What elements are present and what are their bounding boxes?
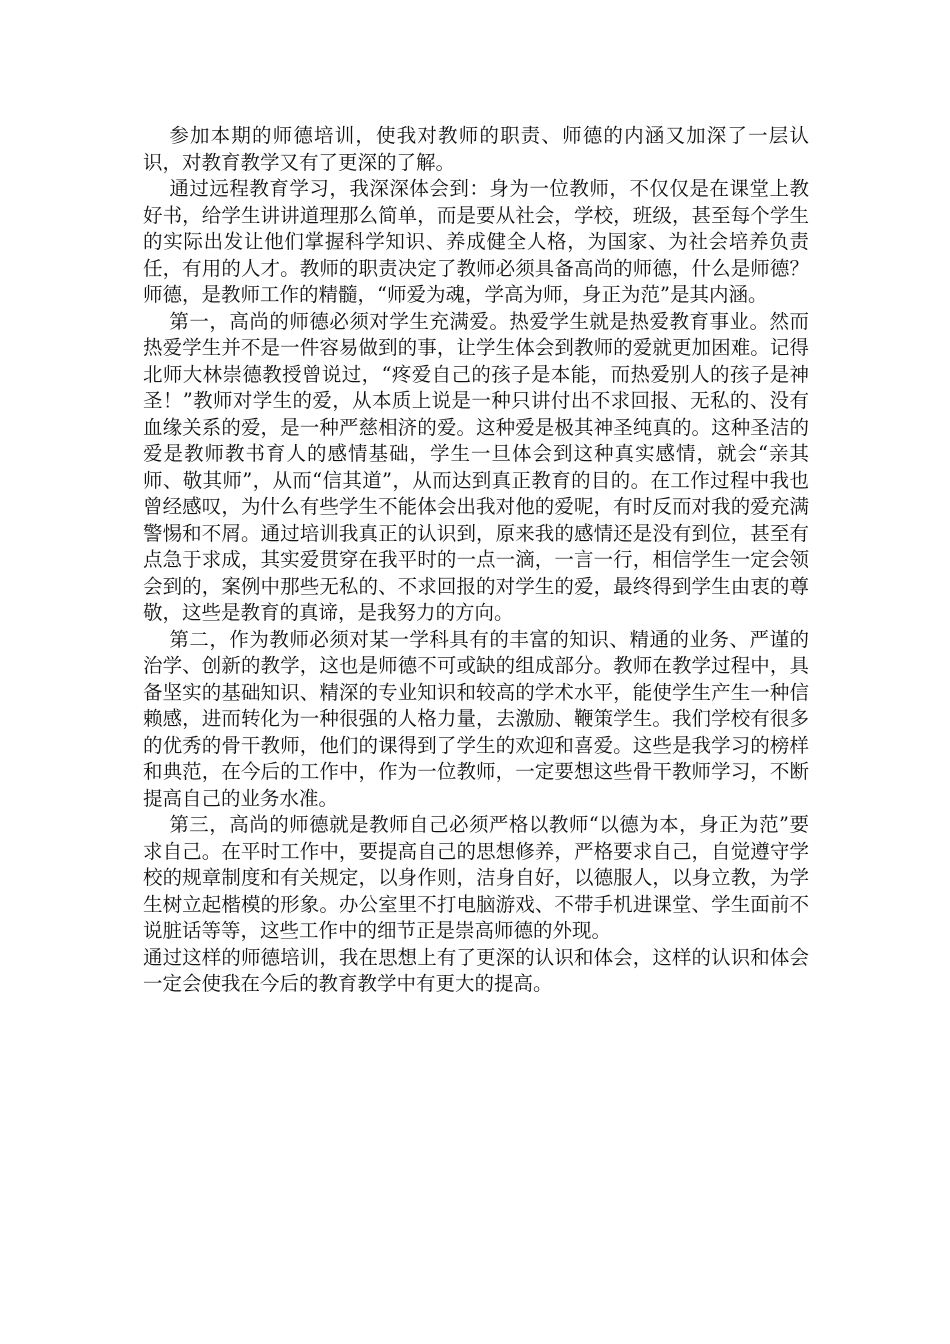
paragraph-second-point: 第二，作为教师必须对某一学科具有的丰富的知识、精通的业务、严谨的治学、创新的教学，这也是师德不可或缺的组成部分。教师在教学过程中，具备坚实的基础知识、精深的专业知识和较高的学术水平，能使学生产生一种信赖感，进而转化为一种很强的人格力量，去激励、鞭策学生。我们学校有很多的优秀的骨干教师，他们的课得到了学生的欢迎和喜爱。这些是我学习的榜样和典范，在今后的工作中，作为一位教师，一定要想这些骨干教师学习，不断提高自己的业务水准。 [143,627,809,810]
paragraph-conclusion: 通过这样的师德培训，我在思想上有了更深的认识和体会，这样的认识和体会一定会使我在今后的教育教学中有更大的提高。 [143,945,809,995]
paragraph-learning: 通过远程教育学习，我深深体会到：身为一位教师，不仅仅是在课堂上教好书，给学生讲讲道理那么简单，而是要从社会，学校，班级，甚至每个学生的实际出发让他们掌握科学知识、养成健全人格，为国家、为社会培养负责任，有用的人才。教师的职责决定了教师必须具备高尚的师德，什么是师德？师德，是教师工作的精髓，“师爱为魂，学高为师，身正为范”是其内涵。 [143,177,809,306]
paragraph-third-point: 第三，高尚的师德就是教师自己必须严格以教师“以德为本，身正为范”要求自己。在平时工作中，要提高自己的思想修养，严格要求自己，自觉遵守学校的规章制度和有关规定，以身作则，洁身自好，以德服人，以身立教，为学生树立起楷模的形象。办公室里不打电脑游戏、不带手机进课堂、学生面前不说脏话等等，这些工作中的细节正是崇高师德的外现。 [143,813,809,942]
paragraph-first-point: 第一，高尚的师德必须对学生充满爱。热爱学生就是热爱教育事业。然而热爱学生并不是一件容易做到的事，让学生体会到教师的爱就更加困难。记得北师大林崇德教授曾说过，“疼爱自己的孩子是本能，而热爱别人的孩子是神圣！”教师对学生的爱，从本质上说是一种只讲付出不求回报、无私的、没有血缘关系的爱，是一种严慈相济的爱。这种爱是极其神圣纯真的。这种圣洁的爱是教师教书育人的感情基础，学生一旦体会到这种真实感情，就会“亲其师、敬其师”，从而“信其道”，从而达到真正教育的目的。在工作过程中我也曾经感叹，为什么有些学生不能体会出我对他的爱呢，有时反而对我的爱充满警惕和不屑。通过培训我真正的认识到，原来我的感情还是没有到位，甚至有点急于求成，其实爱贯穿在我平时的一点一滴，一言一行，相信学生一定会领会到的，案例中那些无私的、不求回报的对学生的爱，最终得到学生由衷的尊敬，这些是教育的真谛，是我努力的方向。 [143,309,809,624]
document-body [143,123,809,998]
paragraph-intro: 参加本期的师德培训，使我对教师的职责、师德的内涵又加深了一层认识，对教育教学又有了更深的了解。 [143,124,809,174]
